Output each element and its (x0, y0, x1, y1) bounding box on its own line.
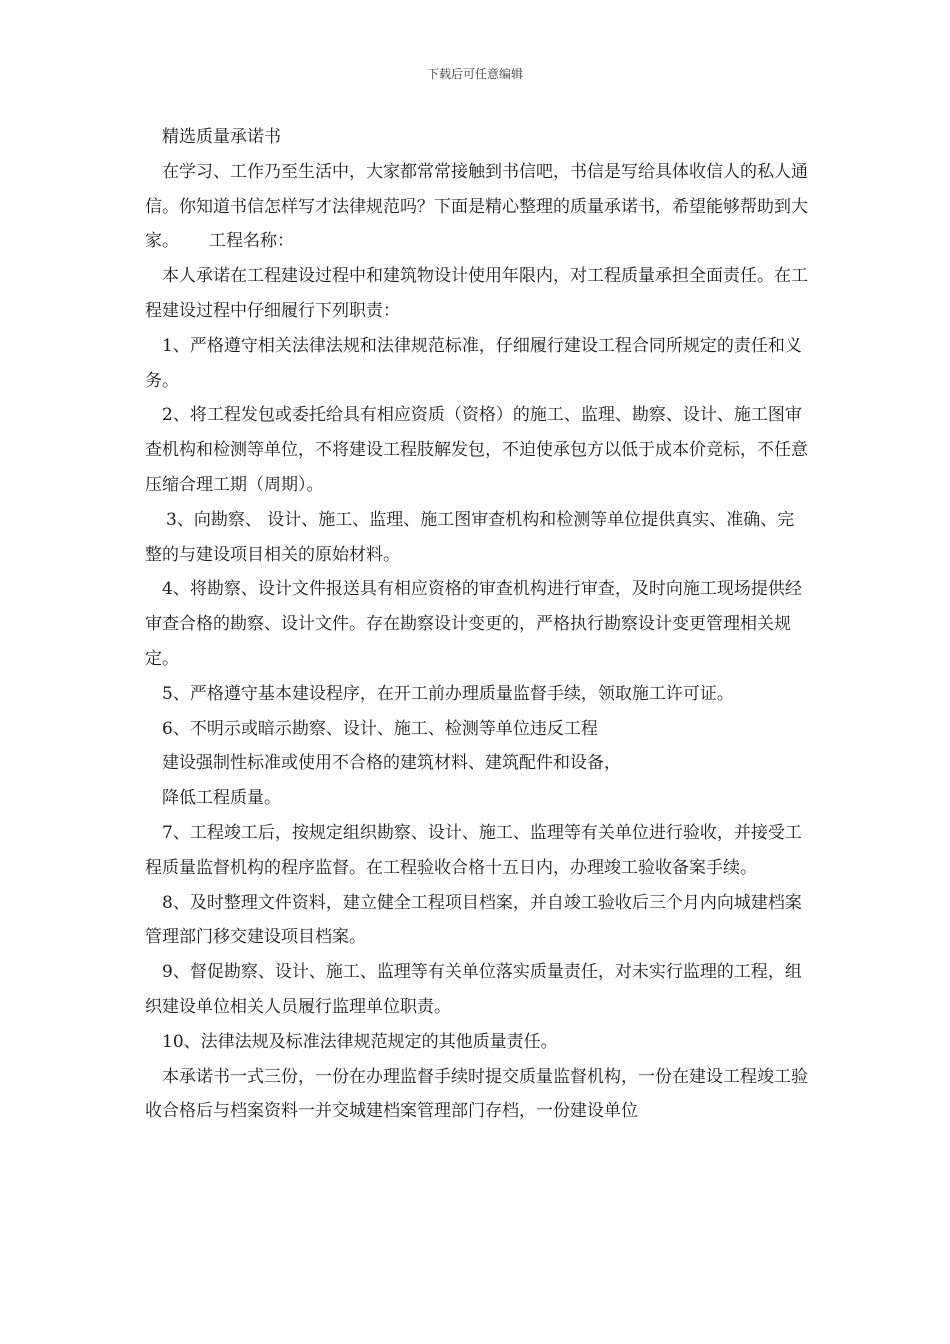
document-title: 精选质量承诺书 (162, 127, 281, 147)
list-item: 1、严格遵守相关法律法规和法律规范标准，仔细履行建设工程合同所规定的责任和义务。 (145, 335, 802, 391)
list-item: 3、向勘察、 设计、施工、监理、施工图审查机构和检测等单位提供真实、准确、完整的与建设项目相关的原始材料。 (145, 509, 795, 565)
intro-paragraph (145, 155, 810, 259)
list-item: 2、将工程发包或委托给具有相应资质（资格）的施工、监理、勘察、设计、施工图审查机构和检测等单位，不将建设工程肢解发包，不迫使承包方以低于成本价竞标，不任意压缩合理工期（周期）。 (145, 405, 808, 495)
list-item: 10、法律法规及标准法律规范规定的其他质量责任。 (162, 1031, 558, 1052)
list-item: 6、不明示或暗示勘察、设计、施工、检测等单位违反工程 (162, 718, 598, 739)
list-item: 9、督促勘察、设计、施工、监理等有关单位落实质量责任，对未实行监理的工程，组织建设单位相关人员履行监理单位职责。 (145, 962, 802, 1017)
list-item: 4、将勘察、设计文件报送具有相应资格的审查机构进行审查，及时向施工现场提供经审查合格的勘察、设计文件。存在勘察设计变更的，严格执行勘察设计变更管理相关规定。 (145, 579, 802, 669)
document-body (145, 120, 810, 1129)
closing-paragraph: 本承诺书一式三份，一份在办理监督手续时提交质量监督机构，一份在建设工程竣工验收合格后与档案资料一并交城建档案管理部门存档，一份建设单位 (145, 1066, 808, 1122)
list-item: 8、及时整理文件资料，建立健全工程项目档案，并自竣工验收后三个月内向城建档案管理部门移交建设项目档案。 (145, 892, 802, 948)
list-item: 7、工程竣工后，按规定组织勘察、设计、施工、监理等有关单位进行验收，并接受工程质量监督机构的程序监督。在工程验收合格十五日内，办理竣工验收备案手续。 (145, 822, 802, 878)
list-item-continuation: 降低工程质量。 (162, 788, 281, 809)
list-item: 5、严格遵守基本建设程序，在开工前办理质量监督手续，领取施工许可证。 (162, 683, 734, 704)
project-name-label: 工程名称： (209, 231, 294, 252)
page-header: 下载后可任意编辑 (426, 67, 523, 81)
list-item-continuation: 建设强制性标准或使用不合格的建筑材料、建筑配件和设备， (162, 753, 621, 774)
commitment-paragraph: 本人承诺在工程建设过程中和建筑物设计使用年限内，对工程质量承担全面责任。在工程建设过程中仔细履行下列职责： (145, 266, 808, 321)
intro-text: 在学习、工作乃至生活中，大家都常常接触到书信吧，书信是写给具体收信人的私人通信。你知道书信怎样写才法律规范吗？下面是精心整理的质量承诺书，希望能够帮助到大家。 (145, 161, 808, 252)
